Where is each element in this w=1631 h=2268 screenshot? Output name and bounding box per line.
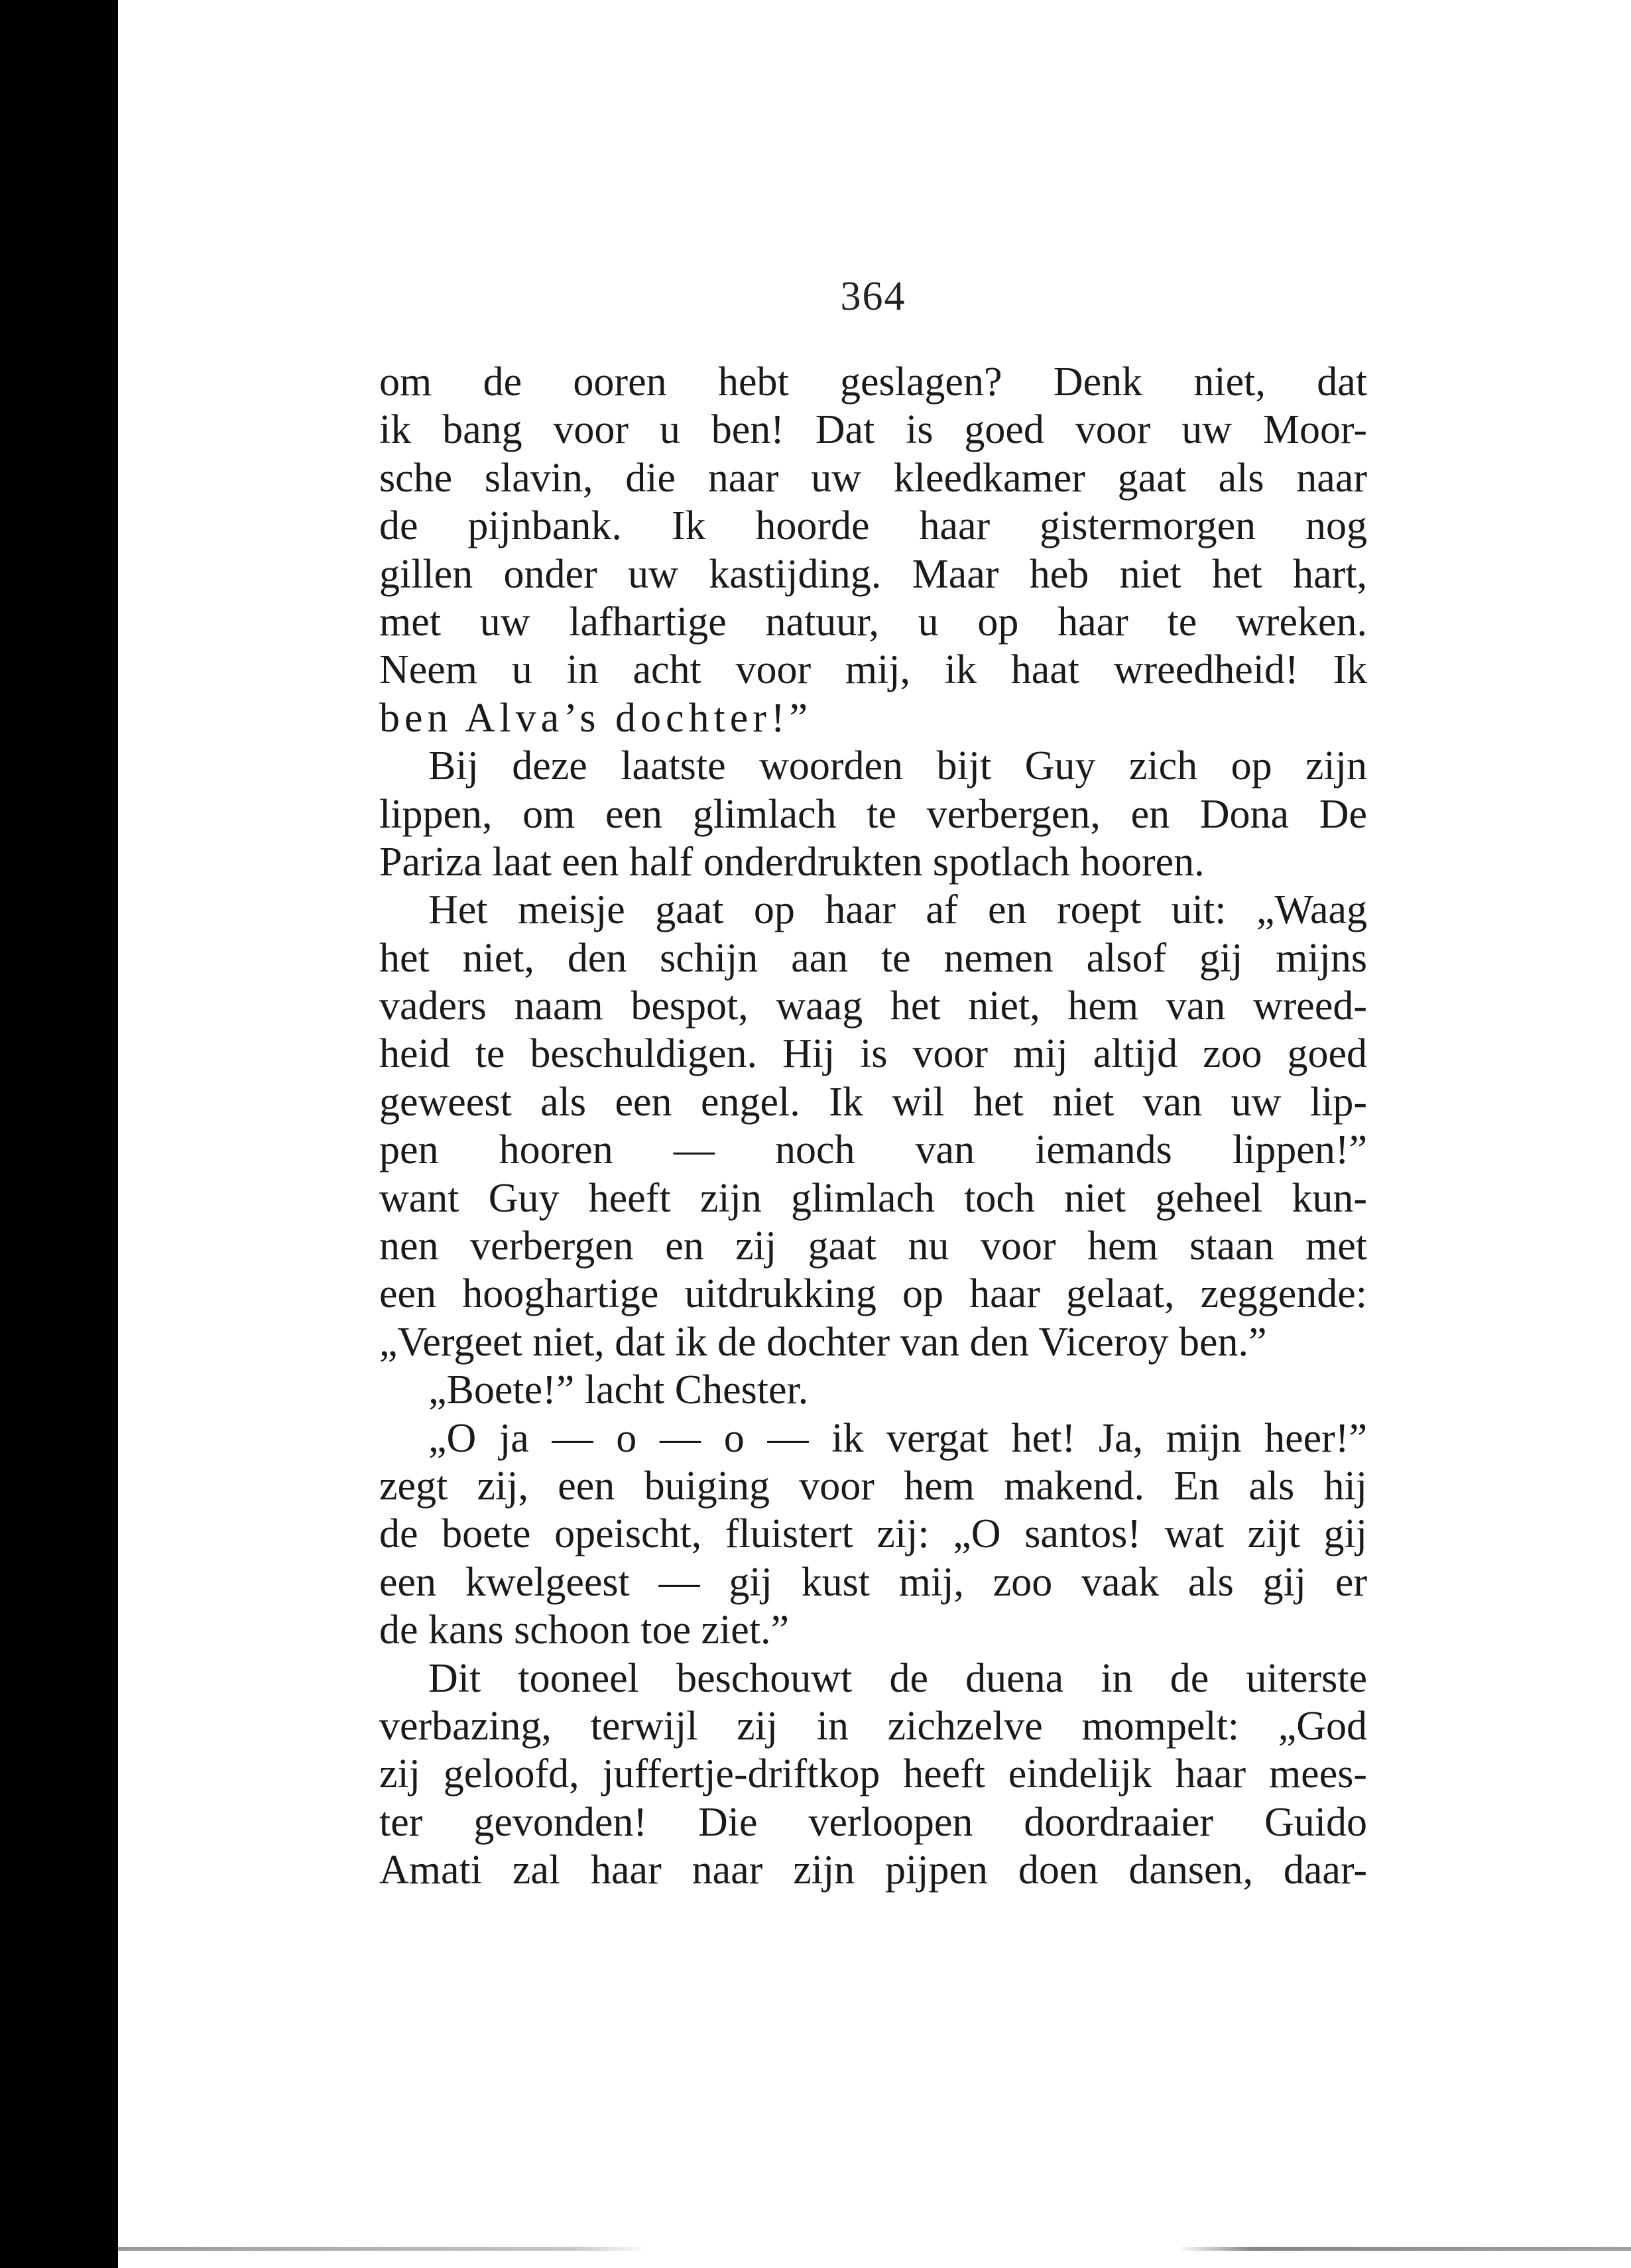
text-line: nen verbergen en zij gaat nu voor hem staan met	[379, 1224, 1367, 1269]
text-line: zegt zij, een buiging voor hem makend. En als hij	[379, 1463, 1367, 1509]
text-line: de boete opeischt, fluistert zij: „O santos! wat zijt gij	[379, 1511, 1367, 1557]
text-line: een hooghartige uitdrukking op haar gelaat, zeggende:	[379, 1271, 1367, 1317]
text-line: ik bang voor u ben! Dat is goed voor uw Moor-	[379, 407, 1367, 453]
text-line: gillen onder uw kastijding. Maar heb niet het hart,	[379, 551, 1367, 597]
text-line: want Guy heeft zijn glimlach toch niet geheel kun-	[379, 1175, 1367, 1221]
text-line: ter gevonden! Die verloopen doordraaier Guido	[379, 1799, 1367, 1845]
text-line: Pariza laat een half onderdrukten spotlach hooren.	[379, 839, 1205, 885]
body-text	[379, 358, 1367, 1895]
text-line: verbazing, terwijl zij in zichzelve mompelt: „God	[379, 1703, 1367, 1749]
text-line: de kans schoon toe ziet.”	[379, 1607, 790, 1653]
text-line: „O ja — o — o — ik vergat het! Ja, mijn heer!”	[428, 1415, 1367, 1461]
text-line: met uw lafhartige natuur, u op haar te wreken.	[379, 599, 1367, 645]
text-line: Bij deze laatste woorden bijt Guy zich op zijn	[428, 743, 1367, 789]
text-line: sche slavin, die naar uw kleedkamer gaat als naar	[379, 455, 1367, 501]
text-line: een kwelgeest — gij kust mij, zoo vaak als gij er	[379, 1559, 1367, 1605]
text-line: de pijnbank. Ik hoorde haar gistermorgen nog	[379, 503, 1367, 549]
text-line: Dit tooneel beschouwt de duena in de uiterste	[428, 1655, 1367, 1701]
text-line: zij geloofd, juffertje-driftkop heeft eindelijk haar mees-	[379, 1751, 1367, 1797]
book-page	[379, 0, 1367, 2268]
text-line: Het meisje gaat op haar af en roept uit: „Waag	[428, 887, 1367, 933]
text-line: vaders naam bespot, waag het niet, hem van wreed-	[379, 983, 1367, 1029]
text-line: ben Alva’s dochter!”	[379, 695, 813, 741]
text-line: lippen, om een glimlach te verbergen, en Dona De	[379, 791, 1367, 837]
text-line: het niet, den schijn aan te nemen alsof gij mijns	[379, 935, 1367, 981]
page-number: 364	[840, 274, 906, 319]
text-line: heid te beschuldigen. Hij is voor mij altijd zoo goed	[379, 1031, 1367, 1077]
text-line: geweest als een engel. Ik wil het niet van uw lip-	[379, 1079, 1367, 1125]
text-line: „Boete!” lacht Chester.	[428, 1367, 809, 1413]
scan-dark-edge	[0, 0, 118, 2268]
text-line: pen hooren — noch van iemands lippen!”	[379, 1127, 1367, 1173]
text-line: Neem u in acht voor mij, ik haat wreedheid! Ik	[379, 647, 1367, 693]
text-line: Amati zal haar naar zijn pijpen doen dansen, daar-	[379, 1848, 1367, 1893]
text-line: om de ooren hebt geslagen? Denk niet, dat	[379, 359, 1367, 405]
text-line: „Vergeet niet, dat ik de dochter van den Viceroy ben.”	[379, 1319, 1267, 1365]
